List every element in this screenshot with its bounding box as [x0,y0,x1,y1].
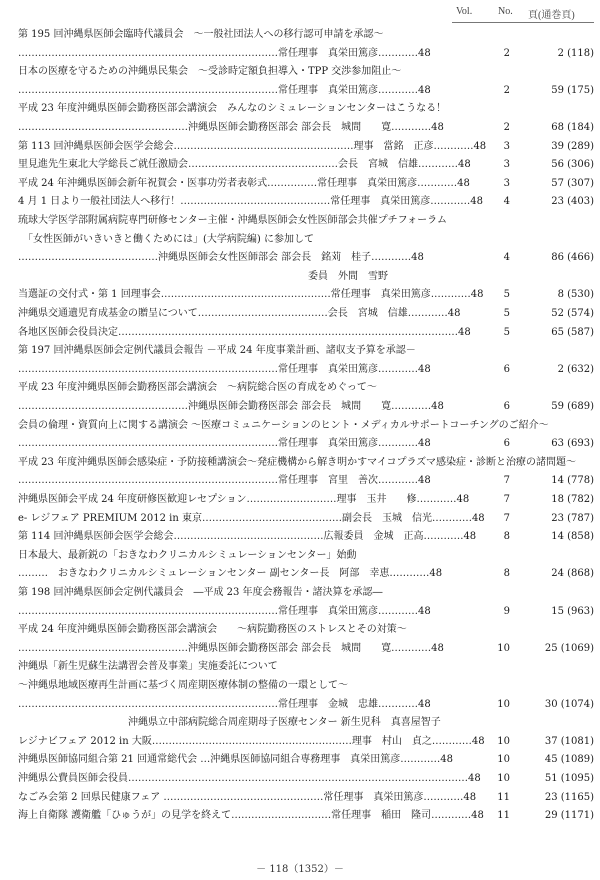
index-row [0,658,600,676]
index-row [0,491,600,509]
entry-page: 30 (1074) [544,698,594,710]
entry-text: ……………………………………………………………………常任理事 真栄田篤彦…………48 [18,438,431,450]
entry-page: 65 (587) [551,326,594,338]
index-row [0,714,600,732]
entry-issue-number: 7 [503,512,510,524]
index-row [0,677,600,695]
entry-issue-number: 6 [503,438,510,450]
entry-issue-number: 5 [503,289,510,301]
entry-issue-number: 7 [503,475,510,487]
column-header-vol: Vol. [456,6,473,17]
index-row [0,100,600,118]
entry-page: 23 (403) [551,196,594,208]
index-row [0,82,600,100]
index-row [0,45,600,63]
index-row [0,640,600,658]
entry-text: 各地区医師会役員決定…………………………………………………………………………………………48 [18,326,471,338]
entry-page: 52 (574) [551,308,594,319]
entry-page: 45 (1089) [544,754,594,766]
entry-text: e- レジフェア PREMIUM 2012 in 東京……………………………………副会長 玉城 信光…………48 [18,512,485,524]
entry-text: ……… おきなわクリニカルシミュレーションセンター 副センター長 阿部 幸恵…………48 [18,568,443,580]
column-header-no: No. [498,6,513,17]
entry-text: 第 198 回沖縄県医師会定例代議員会 ―平成 23 年度会務報告・諸決算を承認― [18,587,383,598]
entry-issue-number: 8 [503,531,510,543]
entry-page: 68 (184) [551,122,594,133]
entry-text: ……………………………………沖縄県医師会女性医師部会 部会長 銘苅 桂子…………48 [18,252,424,264]
entry-page: 23 (1165) [544,791,594,803]
entry-page: 59 (175) [551,84,594,96]
index-row [0,286,600,304]
index-row [0,807,600,825]
index-row [0,231,600,249]
entry-text: 当選証の交付式・第 1 回理事会……………………………………………常任理事 真栄田篤彦…………48 [18,289,484,301]
index-row [0,26,600,44]
entry-issue-number: 5 [503,308,510,319]
page-footer: － 118（1352）－ [256,864,344,875]
index-row [0,175,600,193]
entry-text: 平成 23 年度沖縄県医師会感染症・予防接種講演会～発症機構から解き明かすマイコプラズマ感染症・診断と治療の諸問題～ [18,456,576,468]
entry-text: 第 113 回沖縄県医師会医学会総会………………………………………………理事 當銘 正彦…………48 [18,140,487,152]
index-row [0,621,600,639]
entry-page: 2 (118) [557,47,594,59]
entry-page: 14 (778) [551,475,594,487]
entry-page: 39 (289) [551,140,594,152]
entry-page: 25 (1069) [544,642,594,654]
entry-page: 86 (466) [551,252,594,264]
entry-page: 29 (1171) [544,810,594,822]
entry-issue-number: 11 [497,791,510,803]
entry-text: ～沖縄県地域医療再生計画に基づく周産期医療体制の整備の一環として～ [18,680,348,691]
index-row [0,361,600,379]
entry-text: 沖縄県立中部病院総合周産期母子医療センター 新生児科 真喜屋智子 [18,717,441,729]
entry-page: 18 (782) [551,494,594,505]
entry-issue-number: 3 [503,159,510,171]
entry-text: 4 月 1 日より一般社団法人へ移行！………………………………………常任理事 真栄田篤彦…………48 [18,196,483,208]
entry-issue-number: 3 [503,177,510,189]
index-row [0,63,600,81]
entry-issue-number: 7 [503,494,510,505]
entry-text: ……………………………………………………………………常任理事 金城 忠雄…………48 [18,698,431,710]
entry-text: 沖縄県公費員医師会役員…………………………………………………………………………………………48 [18,773,481,784]
entry-page: 37 (1081) [544,735,594,747]
entry-text: レジナビフェア 2012 in 大阪……………………………………………………理事 村山 貞之…………48 [18,735,485,747]
entry-text: 平成 24 年度沖縄県医師会勤務医部会講演会 ～病院勤務医のストレスとその対策～ [18,624,407,636]
entry-text: 委員 外間 雪野 [18,270,388,282]
index-row [0,249,600,267]
entry-text: なごみ会第 2 回県民健康フェア …………………………………………常任理事 真栄田篤彦…………48 [18,791,477,803]
entry-text: 日本最大、最新鋭の「おきなわクリニカルシミュレーションセンター」始動 [18,549,357,561]
entry-text: 平成 23 年度沖縄県医師会勤務医部会講演会 みんなのシミュレーションセンターはこうなる！ [18,103,447,115]
index-row [0,547,600,565]
index-row [0,305,600,323]
entry-issue-number: 11 [497,810,510,822]
index-row [0,696,600,714]
entry-text: 沖縄県交通遺児育成基金の贈呈について…………………………………会長 宮城 信雄…………48 [18,308,461,319]
entry-text: ……………………………………………沖縄県医師会勤務医部会 部会長 城間 寛…………48 [18,642,444,654]
entry-issue-number: 10 [497,735,510,747]
index-row [0,398,600,416]
entry-text: ……………………………………………………………………常任理事 真栄田篤彦…………48 [18,84,431,96]
index-row [0,435,600,453]
index-row [0,138,600,156]
entry-text: 平成 23 年度沖縄県医師会勤務医部会講演会 ～病院総合医の育成をめぐって～ [18,382,377,394]
index-row [0,603,600,621]
index-row [0,212,600,230]
entry-issue-number: 2 [503,47,510,59]
column-header-page: 頁(通巻頁) [528,10,575,21]
entry-text: 沖縄県医師協同組合第 21 回通常総代会 …沖縄県医師協同組合専務理事 真栄田篤彦…………48 [18,754,453,766]
entry-text: ……………………………………………………………………常任理事 宮里 善次…………48 [18,475,431,487]
index-row [0,510,600,528]
entry-text: ……………………………………………………………………常任理事 真栄田篤彦…………48 [18,605,431,617]
entry-text: 第 197 回沖縄県医師会定例代議員会報告 －平成 24 年度事業計画、諸収支予算を承認－ [18,345,416,357]
entry-page: 8 (530) [557,289,594,301]
entry-issue-number: 10 [497,754,510,766]
index-row [0,324,600,342]
entry-issue-number: 10 [497,698,510,710]
index-row [0,268,600,286]
entry-text: ……………………………………………沖縄県医師会勤務医部会 部会長 城間 寛…………48 [18,401,444,412]
index-row [0,751,600,769]
index-row [0,417,600,435]
entry-issue-number: 6 [503,363,510,375]
index-row [0,584,600,602]
index-row [0,733,600,751]
entry-issue-number: 5 [503,326,510,338]
entry-page: 2 (632) [557,363,594,375]
index-row [0,528,600,546]
entry-page: 14 (858) [551,531,594,543]
entry-text: 琉球大学医学部附属病院専門研修センター主催・沖縄県医師会女性医師部会共催プチフォーラム [18,215,447,226]
entry-page: 24 (868) [551,568,594,580]
entry-page: 57 (307) [551,177,594,189]
entry-text: ……………………………………………………………………常任理事 真栄田篤彦…………48 [18,47,431,59]
entry-text: 平成 24 年沖縄県医師会新年祝賀会・医事功労者表彰式……………常任理事 真栄田篤彦…………48 [18,177,470,189]
index-row [0,454,600,472]
entry-issue-number: 9 [503,605,510,617]
index-row [0,472,600,490]
entry-page: 51 (1095) [544,773,594,784]
index-row [0,156,600,174]
index-row [0,565,600,583]
index-row [0,770,600,788]
index-row [0,789,600,807]
entry-page: 23 (787) [551,512,594,524]
entry-text: 沖縄県「新生児蘇生法講習会普及事業」実施委託について [18,661,278,673]
entry-text: 第 195 回沖縄県医師会臨時代議員会 ～一般社団法人への移行認可申請を承認～ [18,29,384,40]
entry-text: ……………………………………………………………………常任理事 真栄田篤彦…………48 [18,363,431,375]
entry-text: 日本の医療を守るための沖縄県民集会 ～受診時定額負担導入・TPP 交渉参加阻止～ [18,66,402,78]
entry-text: 里見進先生東北大学総長ご就任激励会………………………………………会長 宮城 信雄…………48 [18,159,471,171]
index-row [0,193,600,211]
entry-text: 「女性医師がいきいきと働くためには」(大学病院編) に参加して [18,233,314,245]
entry-text: 海上自衛隊 護衛艦「ひゅうが」の見学を終えて…………………………常任理事 稲田 隆司…………48 [18,810,484,822]
index-row [0,119,600,137]
entry-text: 第 114 回沖縄県医師会医学会総会………………………………………広報委員 金城 正高…………48 [18,531,477,543]
entry-issue-number: 4 [503,252,510,264]
entry-issue-number: 4 [503,196,510,208]
entry-page: 59 (689) [551,401,594,412]
entry-page: 15 (963) [551,605,594,617]
entry-text: ……………………………………………沖縄県医師会勤務医部会 部会長 城間 寛…………48 [18,122,444,133]
entry-issue-number: 10 [497,642,510,654]
entry-issue-number: 10 [497,773,510,784]
entry-text: 会員の倫理・資質向上に関する講演会 ～医療コミュニケーションのヒント・メディカルサポートコーチングのご紹介～ [18,419,549,431]
entry-issue-number: 3 [503,140,510,152]
header-rule [452,22,594,23]
entry-text: 沖縄県医師会平成 24 年度研修医歓迎レセプション………………………理事 玉井 修…………48 [18,494,470,505]
entry-page: 56 (306) [551,159,594,171]
entry-issue-number: 8 [503,568,510,580]
entry-issue-number: 2 [503,122,510,133]
index-row [0,342,600,360]
index-row [0,379,600,397]
entry-issue-number: 2 [503,84,510,96]
entry-page: 63 (693) [551,438,594,450]
entry-issue-number: 6 [503,401,510,412]
